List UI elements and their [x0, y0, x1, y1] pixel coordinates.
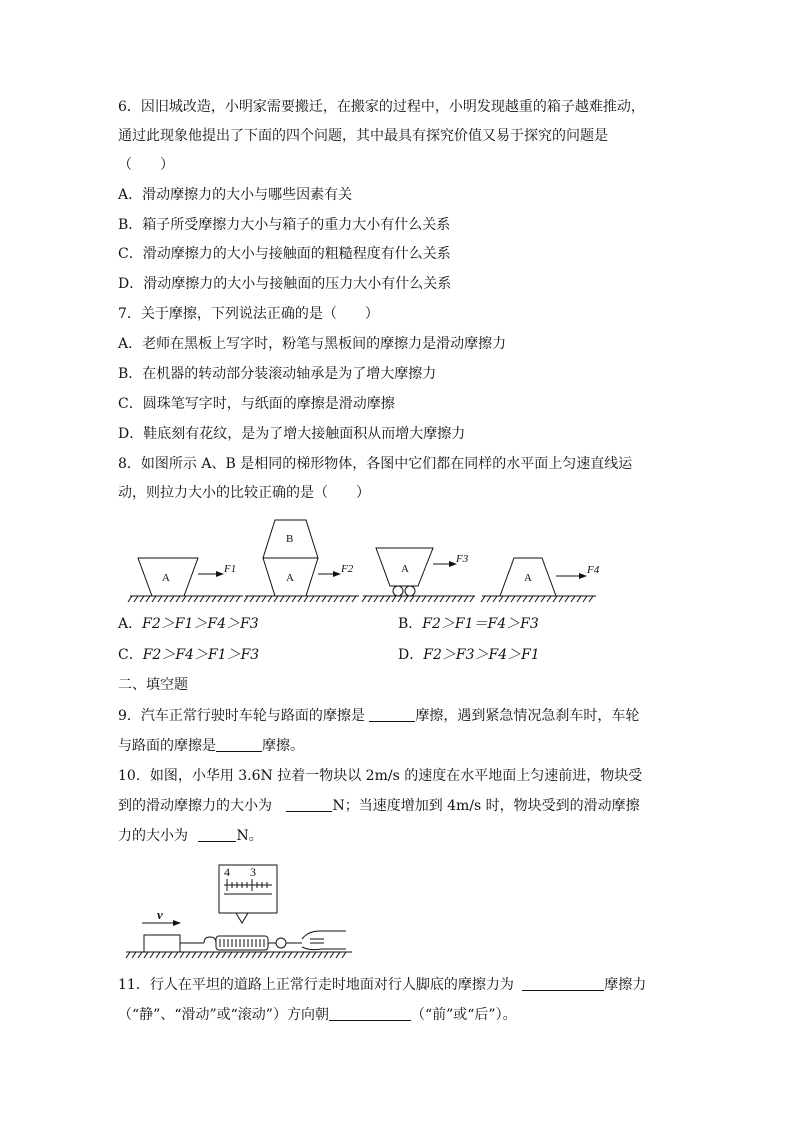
- q9-blank-1[interactable]: [369, 706, 415, 722]
- q6-option-b: B．箱子所受摩擦力大小与箱子的重力大小有什么关系: [118, 217, 451, 233]
- label-b: B: [286, 533, 294, 545]
- q6-option-d: D．滑动摩擦力的大小与接触面的压力大小有什么关系: [118, 276, 452, 292]
- scale-label-4: 4: [224, 865, 230, 879]
- q9-line1: [118, 706, 639, 726]
- q11-blank-2[interactable]: [329, 1005, 411, 1021]
- label-a-4: A: [524, 572, 532, 584]
- q9-line2: [118, 736, 304, 756]
- section-heading: 二、填空题: [118, 677, 188, 693]
- hatch-2: [244, 596, 356, 602]
- label-a-1: A: [162, 572, 170, 584]
- q11-text-2: 摩擦力: [604, 977, 647, 993]
- label-f3: F3: [456, 553, 469, 565]
- q11-text-1: 11．行人在平坦的道路上正常行走时地面对行人脚底的摩擦力为: [118, 977, 519, 993]
- option-letter: B．: [398, 616, 423, 632]
- q11-line2: [118, 1005, 517, 1025]
- hatch-3: [362, 596, 474, 602]
- q8-option-a: [118, 614, 259, 634]
- roller-left: [393, 586, 403, 596]
- label-f4: F4: [587, 564, 600, 576]
- label-f2: F2: [341, 563, 354, 575]
- velocity-label: v: [157, 907, 163, 922]
- label-a-3: A: [401, 563, 409, 575]
- q7-option-d: D．鞋底刻有花纹，是为了增大接触面积从而增大摩擦力: [118, 426, 466, 442]
- q7-option-c: C．圆珠笔写字时，与纸面的摩擦是滑动摩擦: [118, 396, 395, 412]
- q9-text-4: 摩擦。: [262, 738, 304, 754]
- q6-line2: 通过此现象他提出了下面的四个问题，其中最具有探究价值又易于探究的问题是: [118, 128, 608, 144]
- label-a-2: A: [286, 572, 294, 584]
- q7-stem: 7．关于摩擦，下列说法正确的是（ ）: [118, 306, 379, 322]
- roller-right: [405, 586, 415, 596]
- option-expr: F2＞F1＝F4＞F3: [422, 616, 539, 632]
- scale-label-3: 3: [250, 865, 256, 879]
- spring-coils: [220, 939, 264, 947]
- q8-option-b: [398, 614, 539, 634]
- label-f1: F1: [224, 563, 237, 575]
- q10-figure: [124, 857, 354, 962]
- q10-text-4: N。: [236, 828, 263, 844]
- q11-text-3: （“静”、“滑动”或“滚动”）方向朝: [118, 1007, 329, 1023]
- q6-line1: 6．因旧城改造，小明家需要搬迁，在搬家的过程中，小明发现越重的箱子越难推动，: [118, 99, 645, 115]
- q10-text-1: 到的滑动摩擦力的大小为: [118, 798, 277, 814]
- q11-blank-1[interactable]: [522, 975, 604, 991]
- hatch-1: [128, 596, 240, 602]
- q7-option-b: B．在机器的转动部分装滚动轴承是为了增大摩擦力: [118, 366, 437, 382]
- q9-text-1: 9．汽车正常行驶时车轮与路面的摩擦是: [118, 708, 370, 724]
- q8-line1: 8．如图所示 A、B 是相同的梯形物体，各图中它们都在同样的水平面上匀速直线运: [118, 456, 633, 472]
- option-expr: F2＞F1＞F4＞F3: [142, 616, 259, 632]
- hatch-4: [481, 596, 593, 602]
- q11-line1: [118, 975, 646, 995]
- q6-option-a: A．滑动摩擦力的大小与哪些因素有关: [118, 187, 353, 203]
- magnifier-pointer: [236, 913, 248, 923]
- q9-text-3: 与路面的摩擦是: [118, 738, 216, 754]
- option-letter: C．: [118, 647, 143, 663]
- option-letter: A．: [118, 616, 143, 632]
- q7-option-a: A．老师在黑板上写字时，粉笔与黑板间的摩擦力是滑动摩擦力: [118, 336, 507, 352]
- q9-text-2: 摩擦，遇到紧急情况急刹车时，车轮: [415, 708, 640, 724]
- spring-scale-hook: [204, 937, 216, 943]
- option-letter: D．: [398, 647, 424, 663]
- q10-blank-1[interactable]: [286, 796, 332, 812]
- q10-line2: [118, 796, 640, 816]
- q6-option-c: C．滑动摩擦力的大小与接触面的粗糙程度有什么关系: [118, 246, 451, 262]
- q10-text-3: 力的大小为: [118, 828, 193, 844]
- q8-option-c: [118, 645, 259, 665]
- q10-line3: [118, 826, 263, 846]
- q10-blank-2[interactable]: [198, 826, 236, 842]
- q9-blank-2[interactable]: [216, 736, 262, 752]
- hand-icon: [302, 931, 346, 950]
- q10-hatch: [126, 952, 346, 958]
- pull-ring: [276, 938, 286, 948]
- q6-paren: （ ）: [118, 157, 174, 173]
- q8-option-d: [398, 645, 540, 665]
- q8-figure: [120, 512, 600, 604]
- option-expr: F2＞F3＞F4＞F1: [423, 647, 540, 663]
- option-expr: F2＞F4＞F1＞F3: [142, 647, 260, 663]
- q10-line1: 10．如图，小华用 3.6N 拉着一物块以 2m/s 的速度在水平地面上匀速前进，物块受: [118, 768, 643, 784]
- q10-block: [144, 935, 180, 952]
- q10-text-2: N；当速度增加到 4m/s 时，物块受到的滑动摩擦: [332, 798, 640, 814]
- q8-line2: 动，则拉力大小的比较正确的是（ ）: [118, 485, 370, 501]
- q11-text-4: （“前”或“后”）。: [410, 1007, 517, 1023]
